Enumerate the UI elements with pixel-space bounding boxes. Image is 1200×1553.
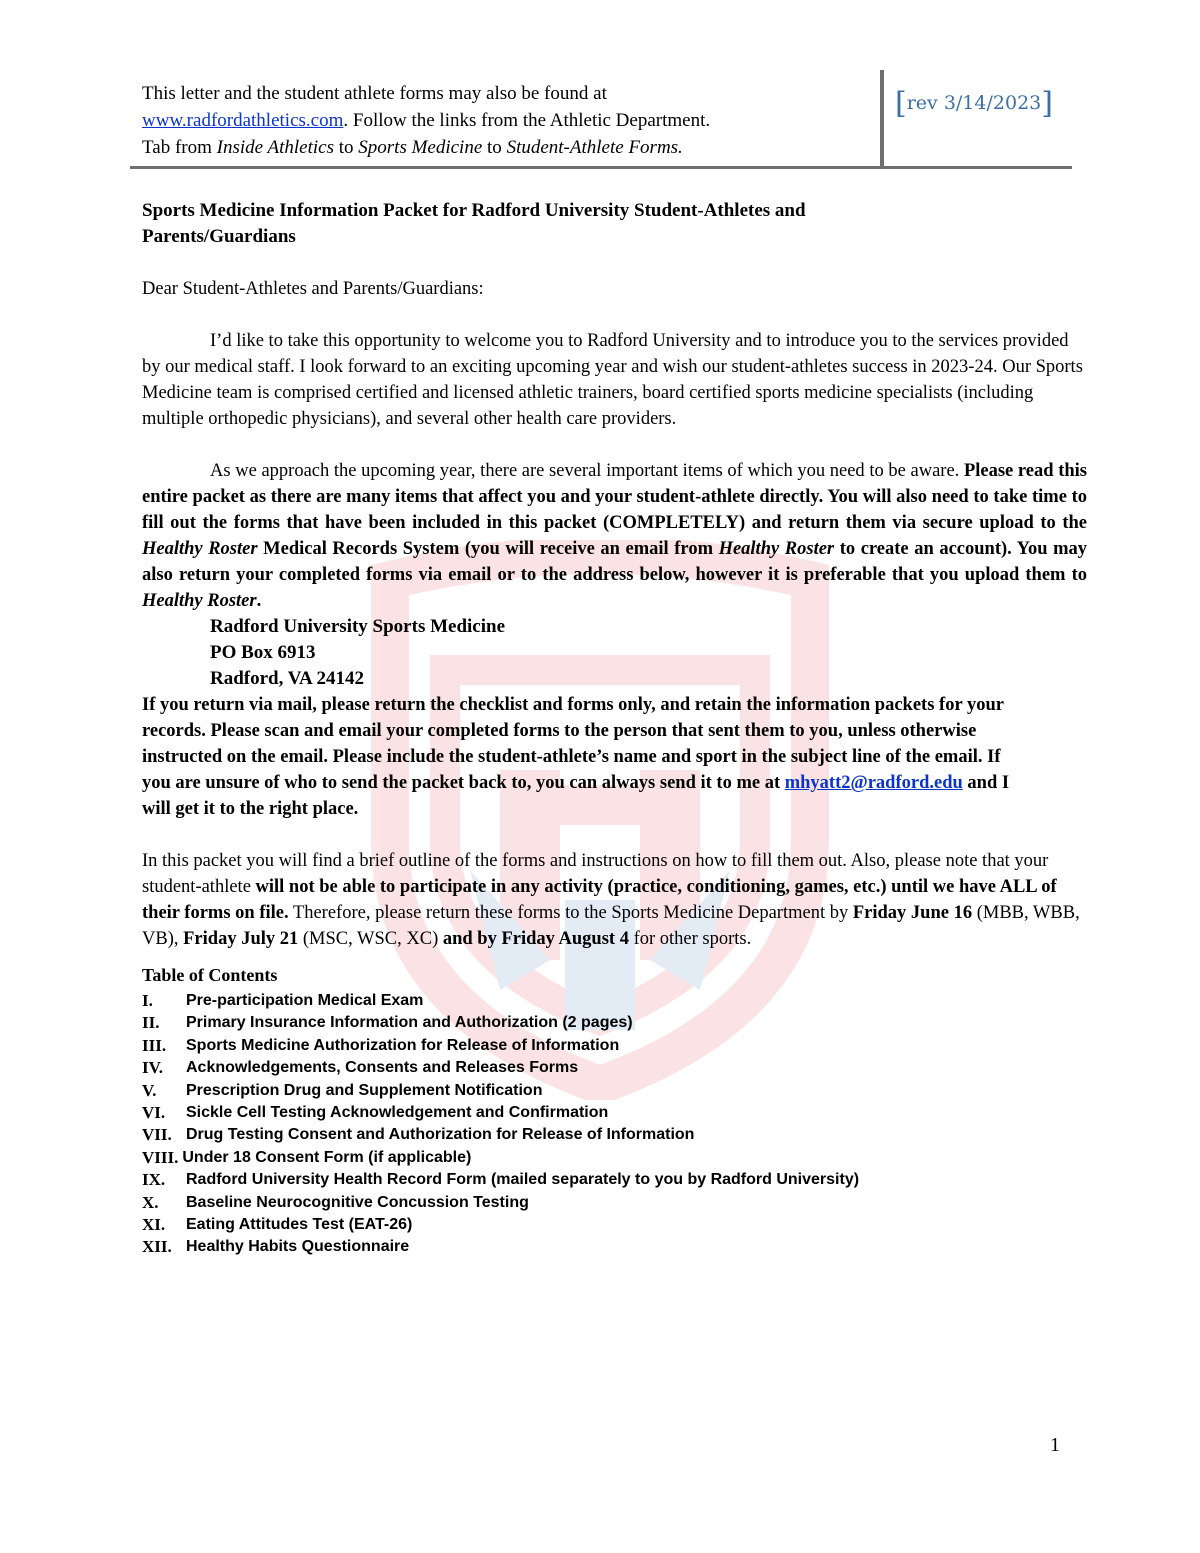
text: (MSC, WSC, XC) xyxy=(298,929,443,949)
toc-number: XI. xyxy=(142,1215,166,1235)
revision-label xyxy=(895,86,1053,121)
toc-item xyxy=(142,1124,1087,1146)
text-bold: will not be able to participate in any activity (practice, conditioning, games, etc.) until we have ALL of their forms on file. xyxy=(142,877,1057,923)
bracket-open: [ xyxy=(895,86,907,121)
header-divider xyxy=(130,166,1072,169)
text-bold: to create an account). You may also return your completed forms via email or to the address below, however it is preferable that you upload them to xyxy=(142,539,1087,585)
paragraph-mail-instructions xyxy=(142,692,1032,822)
toc-number: III. xyxy=(142,1035,167,1055)
healthy-roster-name: Healthy Roster xyxy=(142,539,258,559)
healthy-roster-name: Healthy Roster xyxy=(718,539,835,559)
deadline-date: Friday July 21 xyxy=(183,929,299,949)
toc-number: V. xyxy=(142,1080,157,1100)
header-text: to xyxy=(333,137,359,158)
deadline-date: and by Friday August 4 xyxy=(442,929,629,949)
toc-number: VIII. xyxy=(142,1147,179,1167)
header-line-2-text: . Follow the links from the Athletic Department. xyxy=(343,110,711,131)
letter-body xyxy=(142,198,1087,1259)
toc-number: IV. xyxy=(142,1058,163,1078)
address-line: PO Box 6913 xyxy=(210,642,316,663)
toc-label: Under 18 Consent Form (if applicable) xyxy=(182,1148,472,1166)
salutation: Dear Student-Athletes and Parents/Guardians: xyxy=(142,279,484,299)
toc-number: X. xyxy=(142,1192,159,1212)
text: for other sports. xyxy=(628,929,752,949)
toc-title: Table of Contents xyxy=(142,965,278,985)
athletics-website-link[interactable]: www.radfordathletics.com xyxy=(142,110,344,131)
toc-label: Sickle Cell Testing Acknowledgement and Confirmation xyxy=(186,1104,609,1122)
toc-number: II. xyxy=(142,1013,160,1033)
header-italic: Student-Athlete Forms. xyxy=(506,137,683,158)
toc-number: I. xyxy=(142,991,153,1010)
toc-item xyxy=(142,1012,1087,1034)
header-text: to xyxy=(482,137,507,158)
paragraph-instructions xyxy=(142,458,1087,614)
toc-label: Baseline Neurocognitive Concussion Testing xyxy=(186,1193,529,1211)
header-italic: Sports Medicine xyxy=(358,137,483,158)
toc-label: Primary Insurance Information and Authorization (2 pages) xyxy=(186,1014,633,1032)
paragraph-welcome: I’d like to take this opportunity to welcome you to Radford University and to introduce you to the services provided by our medical staff. I look forward to an exciting upcoming year and wish our student-athletes success in 2023-24. Our Sports Medicine team is comprised certified and licensed athletic trainers, board certified sports medicine specialists (including multiple orthopedic physicians), and several other health care providers. xyxy=(142,331,1083,429)
toc-number: VI. xyxy=(142,1103,166,1123)
page-number: 1 xyxy=(1050,1434,1060,1456)
table-of-contents xyxy=(142,990,1087,1259)
text: As we approach the upcoming year, there are several important items of which you need to be aware. xyxy=(210,461,964,481)
bracket-close: ] xyxy=(1041,86,1053,121)
text-bold: . xyxy=(256,591,262,611)
toc-label: Prescription Drug and Supplement Notification xyxy=(186,1081,543,1099)
toc-number: XII. xyxy=(142,1237,172,1257)
address-line: Radford, VA 24142 xyxy=(210,668,364,689)
text: In this packet you will find a brief outline of the forms and instructions on how to fill them out. Also, please note that your student-athlete xyxy=(142,851,1049,897)
text: (MBB, WBB, VB), xyxy=(142,903,1080,949)
toc-label: Eating Attitudes Test (EAT-26) xyxy=(186,1216,413,1234)
toc-item xyxy=(142,1214,1087,1236)
toc-label: Radford University Health Record Form (mailed separately to you by Radford University) xyxy=(186,1171,860,1189)
contact-email-link[interactable]: mhyatt2@radford.edu xyxy=(784,773,963,793)
mailing-address xyxy=(142,614,1087,692)
toc-number: VII. xyxy=(142,1125,172,1145)
toc-item xyxy=(142,990,1087,1012)
toc-item xyxy=(142,1057,1087,1079)
toc-number: IX. xyxy=(142,1170,166,1190)
text-bold: Please read this entire packet as there are many items that affect you and your student-athlete directly. You will also need to take time to fill out the forms that have been included in this packet (COMPLETELY) and return them via secure upload to the xyxy=(142,461,1087,533)
header-line-3 xyxy=(142,134,882,161)
text-bold: If you return via mail, please return the checklist and forms only, and retain the information packets for your records. Please scan and email your completed forms to the person that sent them to you, unless otherwise instructed on the email. Please include the student-athlete’s name and sport in the subject line of the email. If you are unsure of who to send the packet back to, you can always send it to me at xyxy=(142,695,1004,793)
toc-item xyxy=(142,1080,1087,1102)
text: Therefore, please return these forms to the Sports Medicine Department by xyxy=(288,903,853,923)
toc-item xyxy=(142,1102,1087,1124)
toc-item xyxy=(142,1169,1087,1191)
toc-item xyxy=(142,1147,1087,1169)
header-line-1: This letter and the student athlete forms may also be found at xyxy=(142,83,607,104)
deadline-date: Friday June 16 xyxy=(852,903,973,923)
header-note xyxy=(142,80,882,161)
toc-item xyxy=(142,1236,1087,1258)
toc-item xyxy=(142,1192,1087,1214)
paragraph-deadlines xyxy=(142,848,1087,952)
healthy-roster-name: Healthy Roster xyxy=(142,591,257,611)
header-text: Tab from xyxy=(142,137,217,158)
toc-label: Sports Medicine Authorization for Release of Information xyxy=(186,1036,620,1054)
document-title: Sports Medicine Information Packet for Radford University Student-Athletes and Parents/Guardians xyxy=(142,200,806,247)
toc-item xyxy=(142,1035,1087,1057)
revision-date: rev 3/14/2023 xyxy=(906,92,1042,114)
toc-label: Drug Testing Consent and Authorization for Release of Information xyxy=(186,1126,695,1144)
toc-label: Acknowledgements, Consents and Releases Forms xyxy=(186,1059,579,1077)
address-line: Radford University Sports Medicine xyxy=(210,616,506,637)
toc-label: Healthy Habits Questionnaire xyxy=(186,1238,410,1256)
text-bold: and I will get it to the right place. xyxy=(142,773,1010,819)
header-line-2 xyxy=(142,107,882,134)
toc-label: Pre-participation Medical Exam xyxy=(186,992,424,1009)
header-italic: Inside Athletics xyxy=(216,137,334,158)
text-bold: Medical Records System (you will receive an email from xyxy=(257,539,719,559)
